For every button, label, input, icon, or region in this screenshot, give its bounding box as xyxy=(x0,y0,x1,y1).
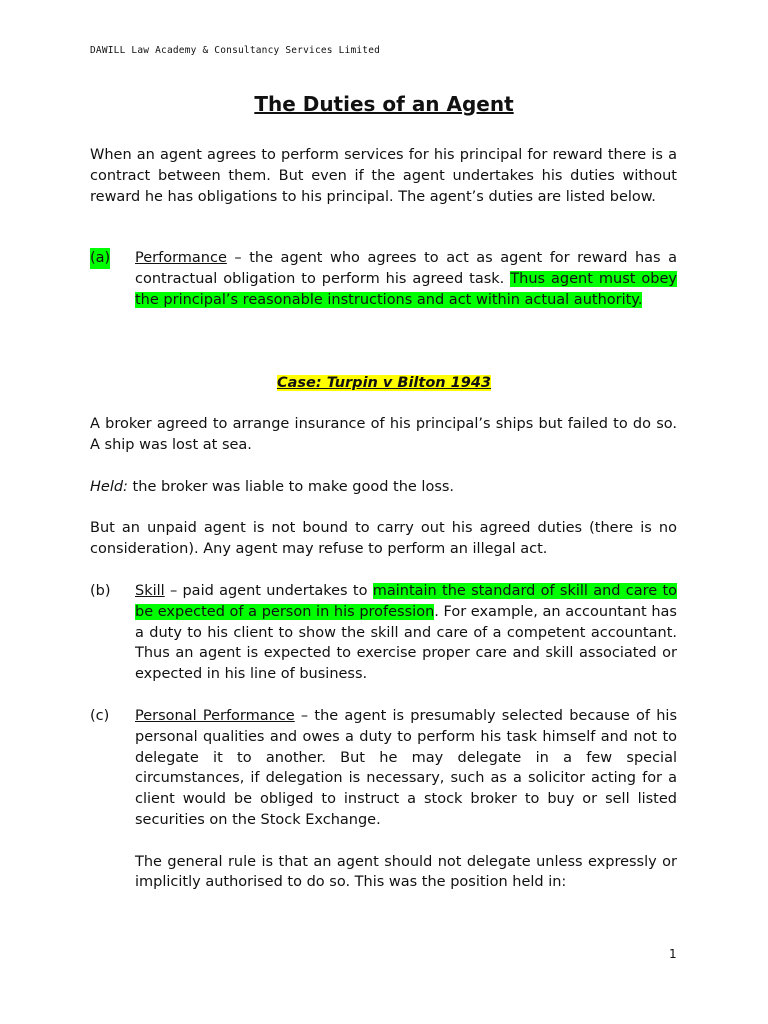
item-c-body xyxy=(135,706,677,831)
case-facts: A broker agreed to arrange insurance of his principal’s ships but failed to do so. A ship was lost at sea. xyxy=(90,416,677,453)
item-b-text2: . For example, an accountant has a duty to his client to show the skill and care of a competent accountant. Thus an agent is expected to exercise proper care and skill associated or expected in his line of business. xyxy=(135,603,677,683)
held-text: the broker was liable to make good the loss. xyxy=(127,479,455,495)
page-number: 1 xyxy=(669,947,677,961)
item-c-rule: The general rule is that an agent should not delegate unless expressly or implicitly authorised to do so. This was the position held in: xyxy=(135,853,677,891)
unpaid-agent-paragraph: But an unpaid agent is not bound to carry out his agreed duties (there is no consideration). Any agent may refuse to perform an illegal act. xyxy=(90,520,677,557)
item-a-text: – the agent who agrees to act as agent for reward has a contractual obligation to perform his agreed task. xyxy=(135,250,677,287)
item-b-highlight: maintain the standard of skill and care to be expected of a person in his profession xyxy=(135,583,678,620)
held-paragraph xyxy=(90,477,677,498)
duty-item-c xyxy=(90,706,677,893)
item-a-body xyxy=(135,248,677,310)
item-c-marker: (c) xyxy=(90,708,110,724)
item-b-term: Skill xyxy=(135,583,165,599)
document-header: DAWILL Law Academy & Consultancy Services Limited xyxy=(90,45,381,56)
item-b-body xyxy=(135,581,677,685)
item-b-text1: – paid agent undertakes to xyxy=(164,583,373,599)
held-label: Held: xyxy=(90,479,128,495)
item-a-marker: (a) xyxy=(90,248,110,269)
item-c-term: Personal Performance xyxy=(135,708,295,724)
intro-paragraph: When an agent agrees to perform services for his principal for reward there is a contract between them. But even if the agent undertakes his duties without reward he has obligations to his principal. The agent’s duties are listed below. xyxy=(90,147,677,205)
page-title: The Duties of an Agent xyxy=(254,92,514,116)
item-a-term: Performance xyxy=(135,250,227,266)
duty-item-a xyxy=(90,248,677,310)
case-heading: Case: Turpin v Bilton 1943 xyxy=(276,375,492,391)
duty-item-b xyxy=(90,581,677,685)
item-a-highlight: Thus agent must obey the principal’s reasonable instructions and act within actual authority. xyxy=(135,270,677,308)
item-b-marker: (b) xyxy=(90,583,111,599)
item-c-text: – the agent is presumably selected because of his personal qualities and owes a duty to perform his task himself and not to delegate it to another. But he may delegate in a few special circumstances, if delegation is necessary, such as a solicitor acting for a client would be obliged to instruct a stock broker to buy or sell listed securities on the Stock Exchange. xyxy=(135,708,678,828)
